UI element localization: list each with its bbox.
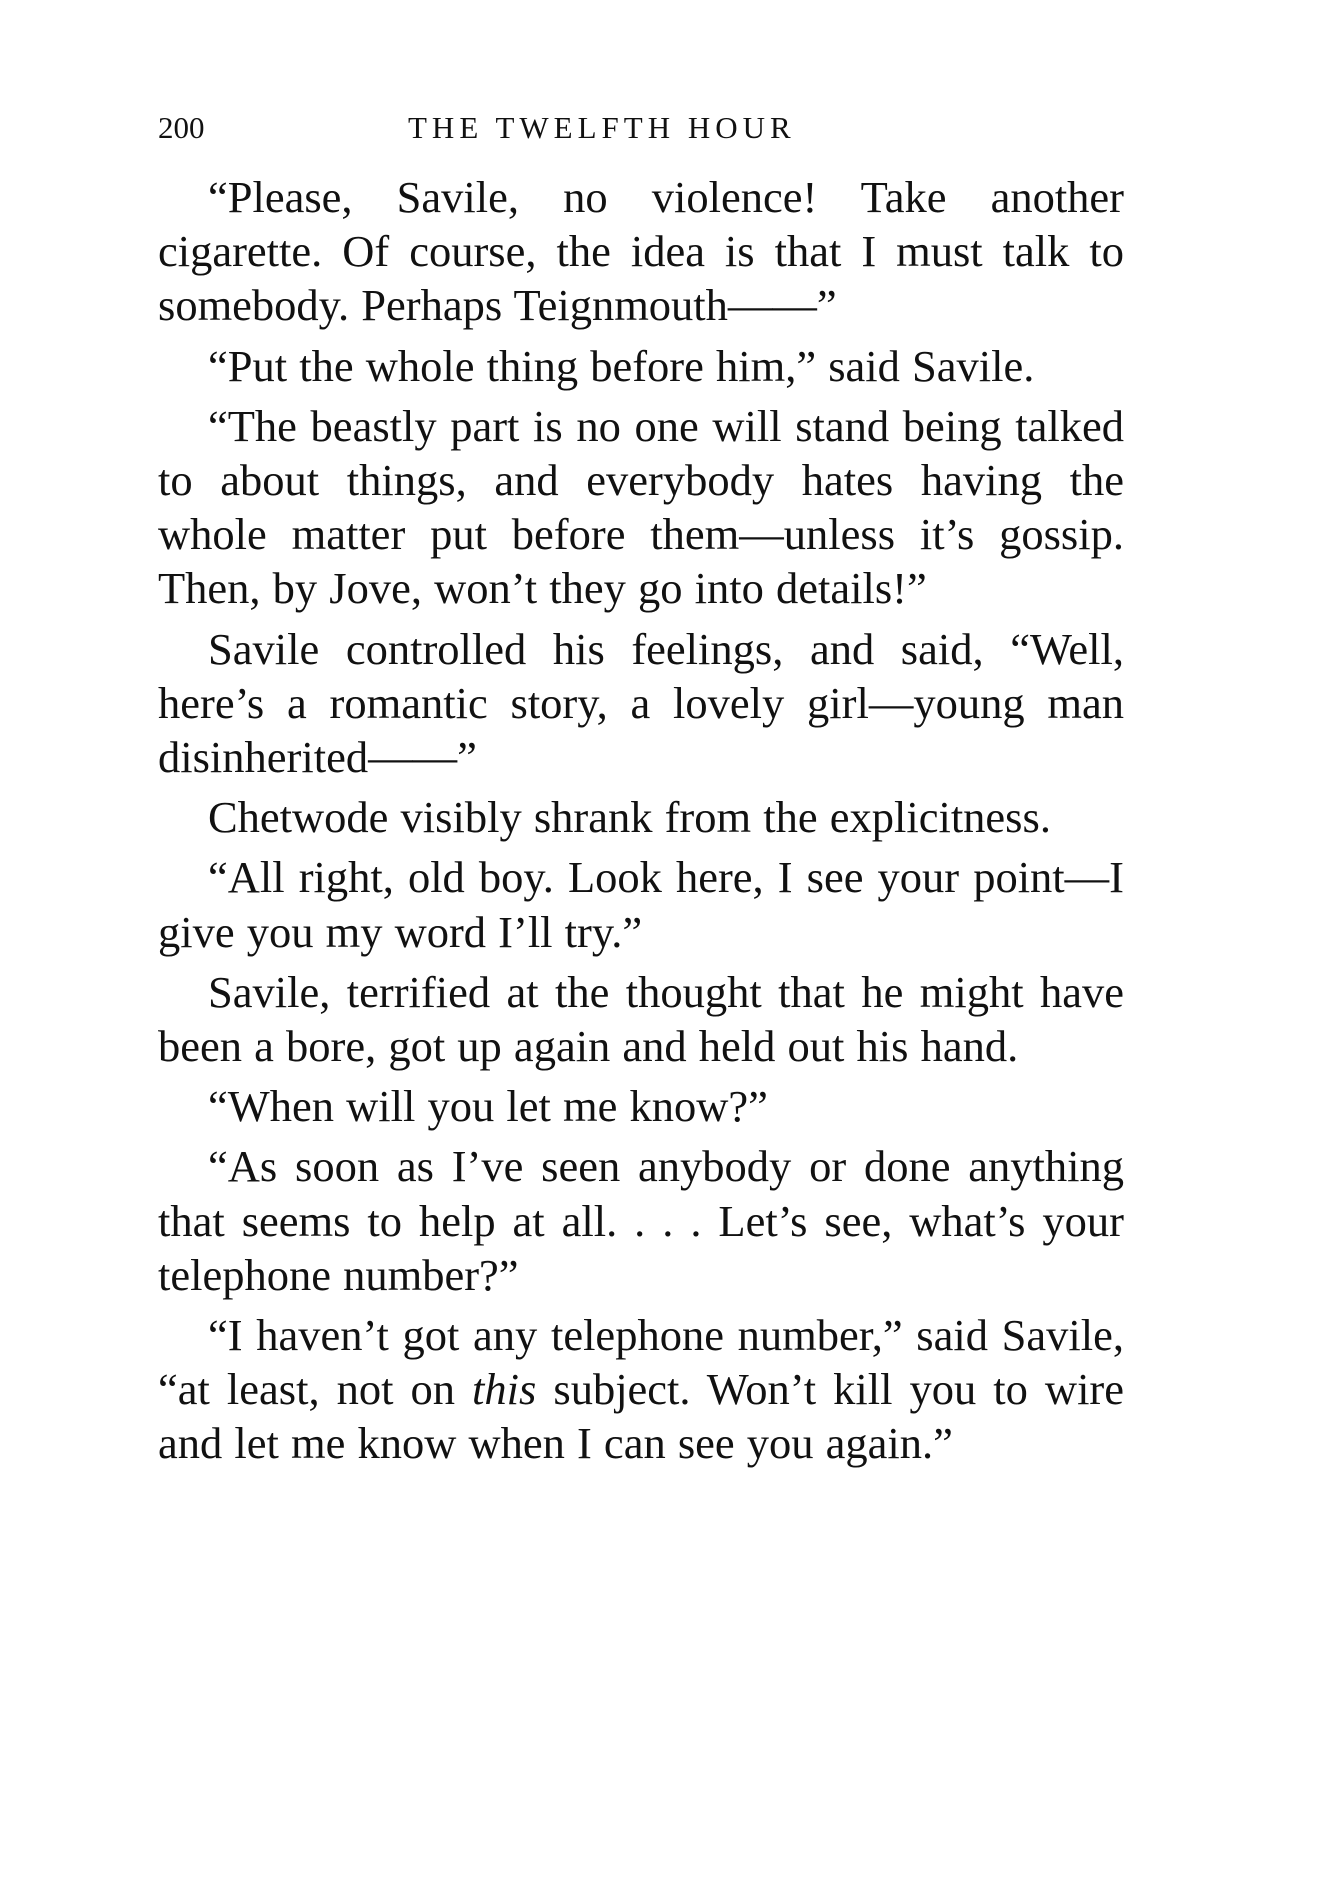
running-head	[158, 108, 1124, 148]
paragraph	[158, 1308, 1124, 1471]
paragraph-text: subject. Won’t kill you to wire and let me know when I can see you again.”	[158, 1364, 1124, 1469]
paragraph: Savile, terrified at the thought that he might have been a bore, got up again and held out his hand.	[158, 966, 1124, 1072]
emphasized-word: this	[472, 1364, 537, 1415]
paragraph: “Please, Savile, no violence! Take another cigarette. Of course, the idea is that I must talk to somebody. Perhaps Teignmouth——”	[158, 172, 1124, 331]
body-text	[158, 170, 1124, 1477]
page-number: 200	[158, 110, 205, 145]
paragraph: “All right, old boy. Look here, I see your point—I give you my word I’ll try.”	[158, 852, 1124, 957]
paragraph-text: “I haven’t got any telephone number,” said Savile, “at least, not on	[158, 1310, 1124, 1415]
paragraph: “When will you let me know?”	[208, 1081, 768, 1132]
paragraph: “As soon as I’ve seen anybody or done anything that seems to help at all. . . . Let’s see, what’s your telephone number?”	[158, 1141, 1124, 1300]
paragraph: Savile controlled his feelings, and said, “Well, here’s a romantic story, a lovely girl—young man disinherited——”	[158, 623, 1124, 783]
paragraph: “The beastly part is no one will stand being talked to about things, and everybody hates having the whole matter put before them—unless it’s gossip. Then, by Jove, won’t they go into details!”	[158, 400, 1124, 614]
paragraph: Chetwode visibly shrank from the explicitness.	[208, 792, 1051, 843]
paragraph: “Put the whole thing before him,” said Savile.	[208, 340, 1035, 391]
running-title: THE TWELFTH HOUR	[408, 110, 796, 145]
